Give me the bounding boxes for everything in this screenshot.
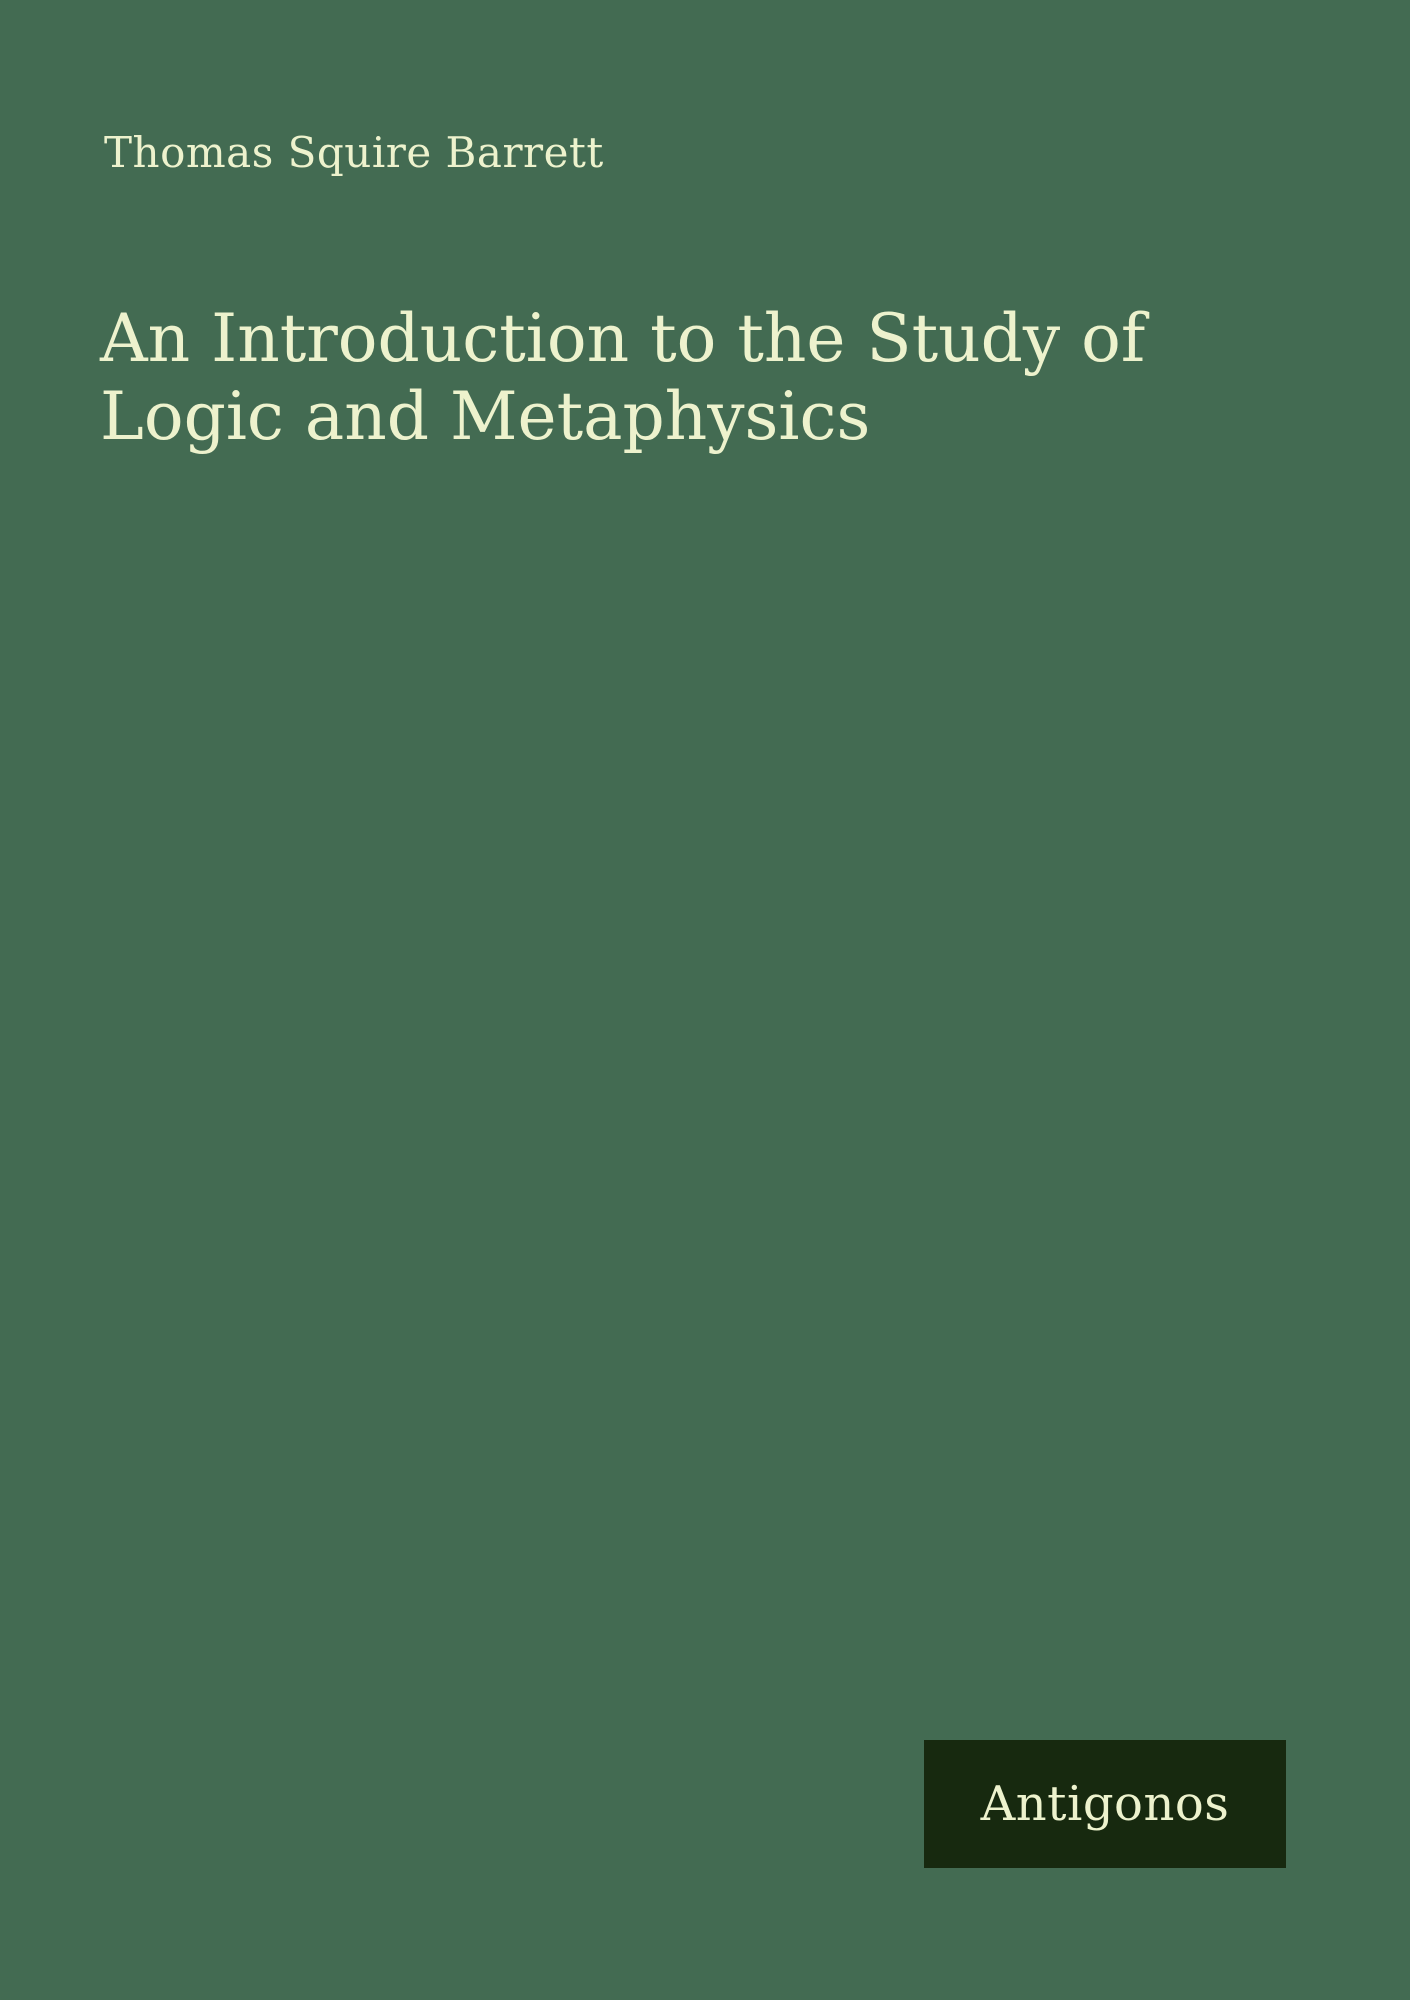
publisher-badge — [924, 1740, 1286, 1868]
author-name: Thomas Squire Barrett — [104, 128, 604, 177]
publisher-name: Antigonos — [980, 1776, 1230, 1832]
book-title: An Introduction to the Study of Logic and Metaphysics — [100, 300, 1146, 455]
